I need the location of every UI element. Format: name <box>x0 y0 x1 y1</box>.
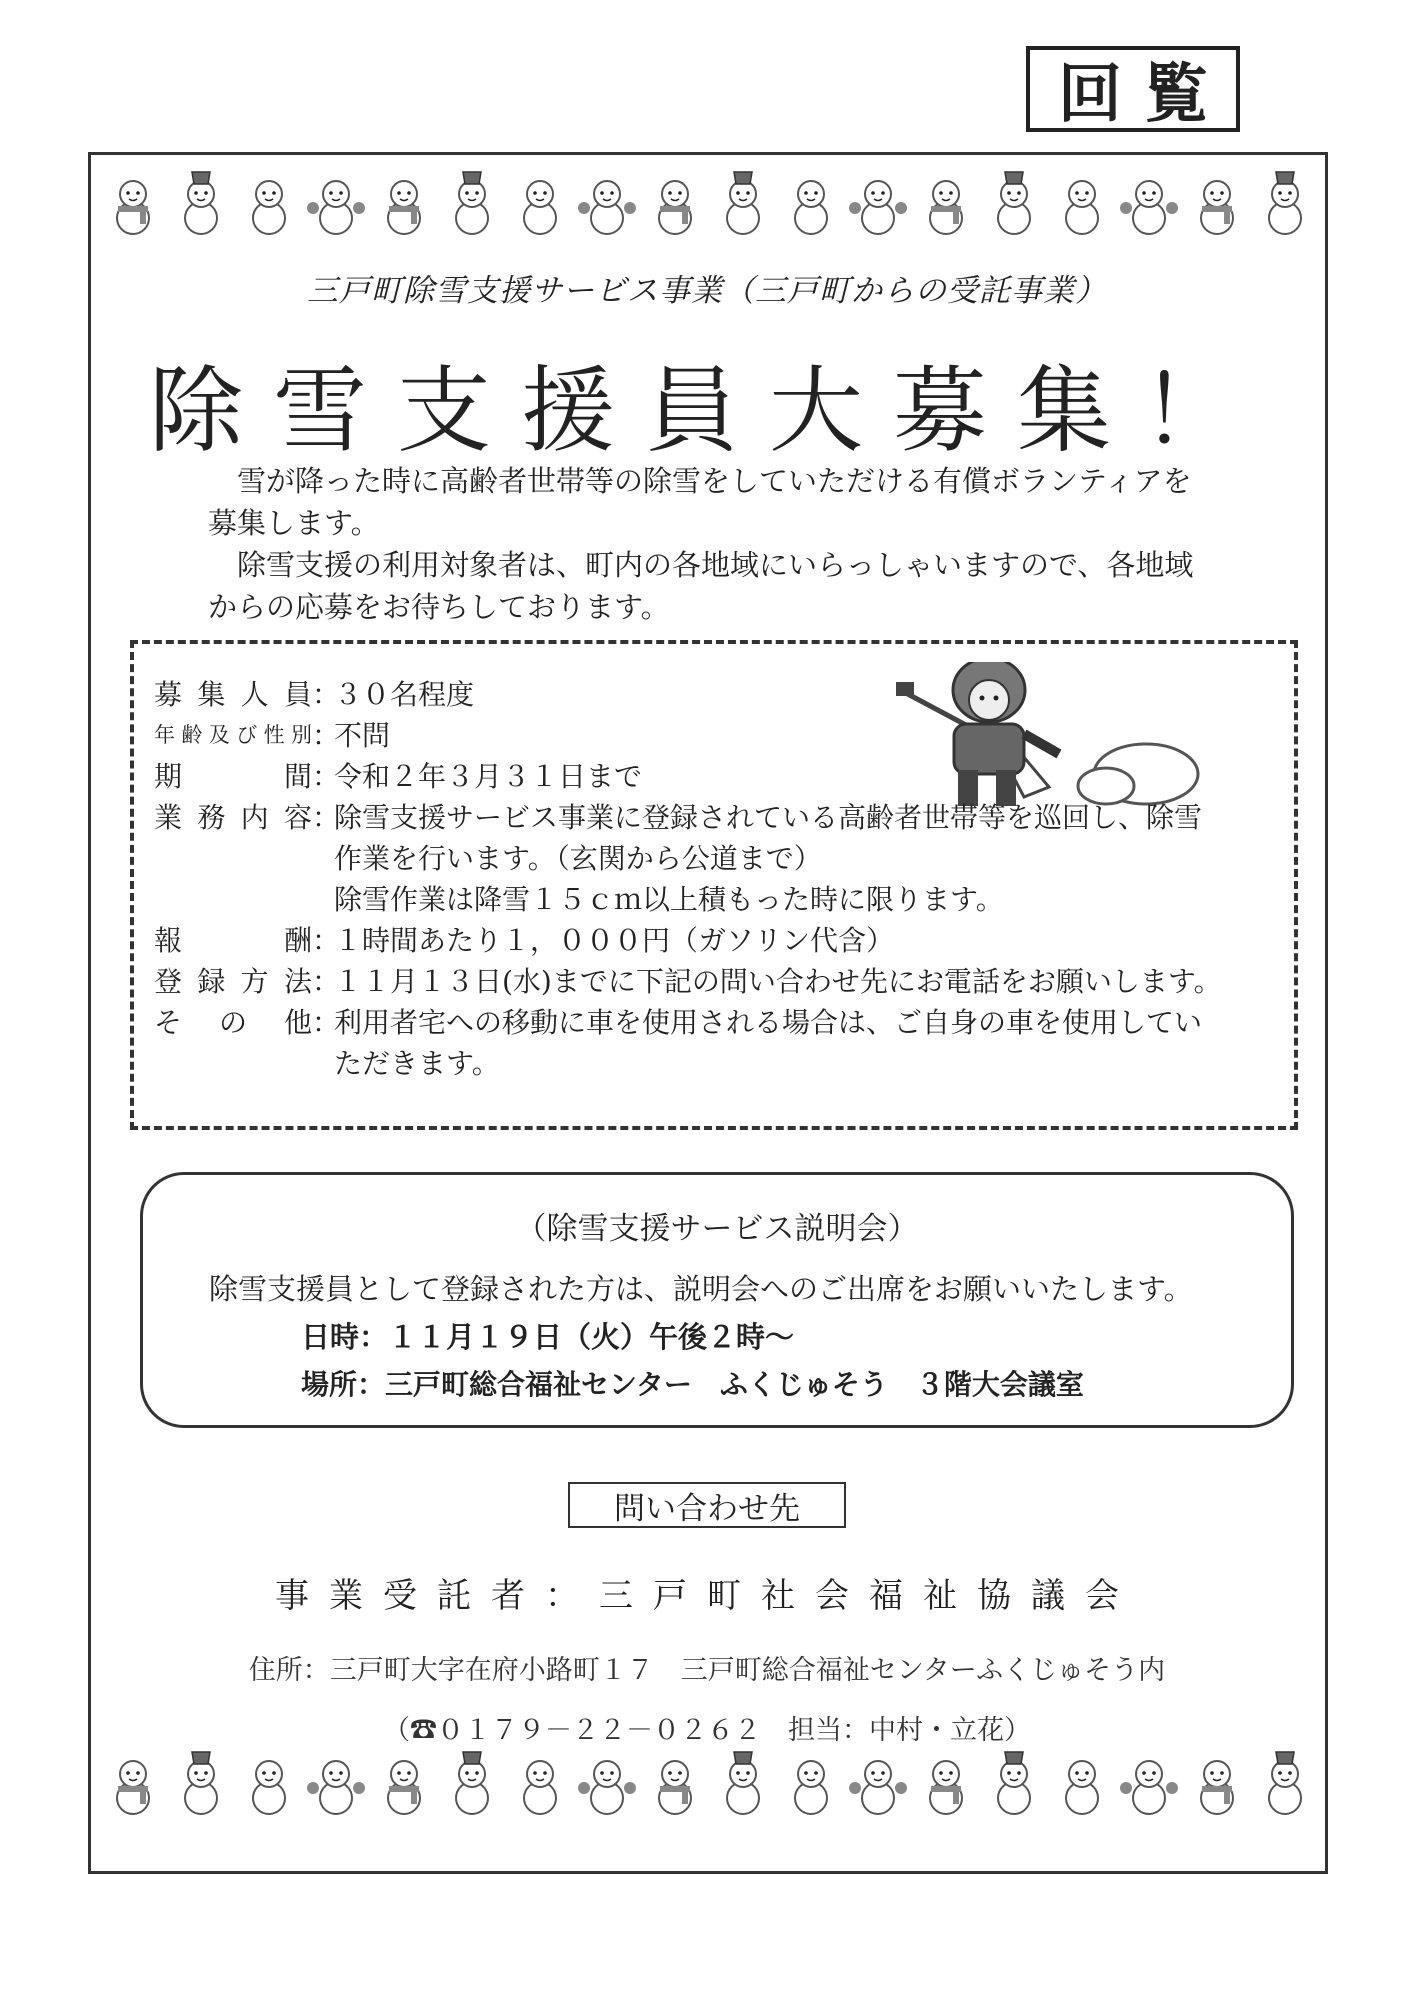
detail-value: １１月１３日(水)までに下記の問い合わせ先にお電話をお願いします。 <box>334 965 1222 998</box>
snowman-icon <box>1188 168 1246 236</box>
snowman-icon <box>578 1748 636 1816</box>
snowman-icon <box>578 168 636 236</box>
detail-label: そ の 他 <box>154 1006 312 1039</box>
snowman-icon <box>104 1748 162 1816</box>
snowman-icon <box>172 1748 230 1816</box>
snowman-icon <box>240 168 298 236</box>
snowman-icon <box>1256 168 1314 236</box>
snowman-border-bottom <box>104 1748 1314 1816</box>
flyer-title: 除雪支援員大募集！ <box>148 357 1265 466</box>
detail-label: 登録方法 <box>154 965 312 998</box>
detail-value: ただきます。 <box>334 1047 500 1080</box>
snowman-icon <box>985 1748 1043 1816</box>
snowman-icon <box>511 1748 569 1816</box>
detail-value: 作業を行います。（玄関から公道まで） <box>334 842 822 875</box>
snowman-icon <box>240 1748 298 1816</box>
snowman-icon <box>714 1748 772 1816</box>
detail-label: 期 間 <box>154 760 312 793</box>
snowman-icon <box>646 1748 704 1816</box>
detail-value: 令和２年３月３１日まで <box>334 760 643 793</box>
snowman-icon <box>172 168 230 236</box>
snowman-icon <box>1256 1748 1314 1816</box>
snowman-icon <box>1053 1748 1111 1816</box>
detail-value: 除雪作業は降雪１５ｃｍ以上積もった時に限ります。 <box>334 883 1004 916</box>
snowman-icon <box>307 1748 365 1816</box>
briefing-session-box <box>140 1172 1294 1428</box>
flyer-subtitle: 三戸町除雪支援サービス事業（三戸町からの受託事業） <box>307 273 1107 309</box>
detail-label: 募集人員 <box>154 678 312 711</box>
contact-phone: （☎０１７９－２２－０２６２ 担当：中村・立花） <box>383 1715 1031 1746</box>
snowman-icon <box>1188 1748 1246 1816</box>
detail-value: 不問 <box>334 719 391 752</box>
snowman-icon <box>307 168 365 236</box>
detail-row: 業務内容 ： 除雪支援サービス事業に登録されている高齢者世帯等を巡回し、除雪 作業を行います。（玄関から公道まで） 除雪作業は降雪１５ｃｍ以上積もった時に限ります。 <box>154 797 1284 920</box>
intro-text <box>208 460 1208 628</box>
snowman-icon <box>917 168 975 236</box>
snowman-icon <box>375 1748 433 1816</box>
detail-value: １時間あたり１，０００円（ガソリン代含） <box>334 924 895 957</box>
detail-value: ３０名程度 <box>334 678 475 711</box>
detail-row: 報 酬 ： １時間あたり１，０００円（ガソリン代含） <box>154 920 1284 961</box>
detail-row: そ の 他 ： 利用者宅への移動に車を使用される場合は、ご自身の車を使用してい ただきます。 <box>154 1002 1284 1084</box>
snowman-icon <box>443 168 501 236</box>
detail-row: 期 間 ： 令和２年３月３１日まで <box>154 756 1284 797</box>
snowman-icon <box>782 168 840 236</box>
snowman-icon <box>104 168 162 236</box>
contact-heading: 問い合わせ先 <box>568 1482 846 1528</box>
snowman-icon <box>646 168 704 236</box>
snowman-icon <box>849 1748 907 1816</box>
snowman-icon <box>511 168 569 236</box>
contact-organization: 事業受託者：三戸町社会福祉協議会 <box>275 1576 1139 1616</box>
detail-value: 利用者宅への移動に車を使用される場合は、ご自身の車を使用してい <box>334 1006 1203 1039</box>
detail-value: 除雪支援サービス事業に登録されている高齢者世帯等を巡回し、除雪 <box>334 801 1203 834</box>
snowman-icon <box>1120 1748 1178 1816</box>
snowman-icon <box>849 168 907 236</box>
snowman-icon <box>714 168 772 236</box>
snowman-border-top <box>104 168 1314 236</box>
circulation-stamp: 回覧 <box>1026 46 1240 132</box>
snowman-icon <box>443 1748 501 1816</box>
intro-paragraph: 雪が降った時に高齢者世帯等の除雪をしていただける有償ボランティアを募集します。 <box>208 464 1192 540</box>
snowman-icon <box>782 1748 840 1816</box>
detail-label: 業務内容 <box>154 801 312 834</box>
briefing-date: 日時：１１月１９日（火）午後２時～ <box>301 1320 795 1354</box>
briefing-title: （除雪支援サービス説明会） <box>515 1211 919 1247</box>
recruitment-details-box <box>130 640 1298 1130</box>
briefing-place: 場所：三戸町総合福祉センター ふくじゅそう ３階大会議室 <box>301 1368 1084 1401</box>
detail-label: 報 酬 <box>154 924 312 957</box>
briefing-text: 除雪支援員として登録された方は、説明会へのご出席をお願いいたします。 <box>209 1272 1193 1306</box>
snowman-icon <box>917 1748 975 1816</box>
snowman-icon <box>1120 168 1178 236</box>
snowman-icon <box>985 168 1043 236</box>
snowman-icon <box>1053 168 1111 236</box>
detail-label: 年齢及び性別 <box>154 723 312 747</box>
detail-row: 登録方法 ： １１月１３日(水)までに下記の問い合わせ先にお電話をお願いします。 <box>154 961 1284 1002</box>
snowman-icon <box>375 168 433 236</box>
contact-address: 住所：三戸町大字在府小路町１７ 三戸町総合福祉センターふくじゅそう内 <box>248 1655 1166 1686</box>
detail-row: 募集人員 ： ３０名程度 <box>154 674 1284 715</box>
details-list <box>154 674 1284 1084</box>
intro-paragraph: 除雪支援の利用対象者は、町内の各地域にいらっしゃいますので、各地域からの応募をお待ちしております。 <box>208 548 1194 624</box>
detail-row: 年齢及び性別 ： 不問 <box>154 715 1284 756</box>
